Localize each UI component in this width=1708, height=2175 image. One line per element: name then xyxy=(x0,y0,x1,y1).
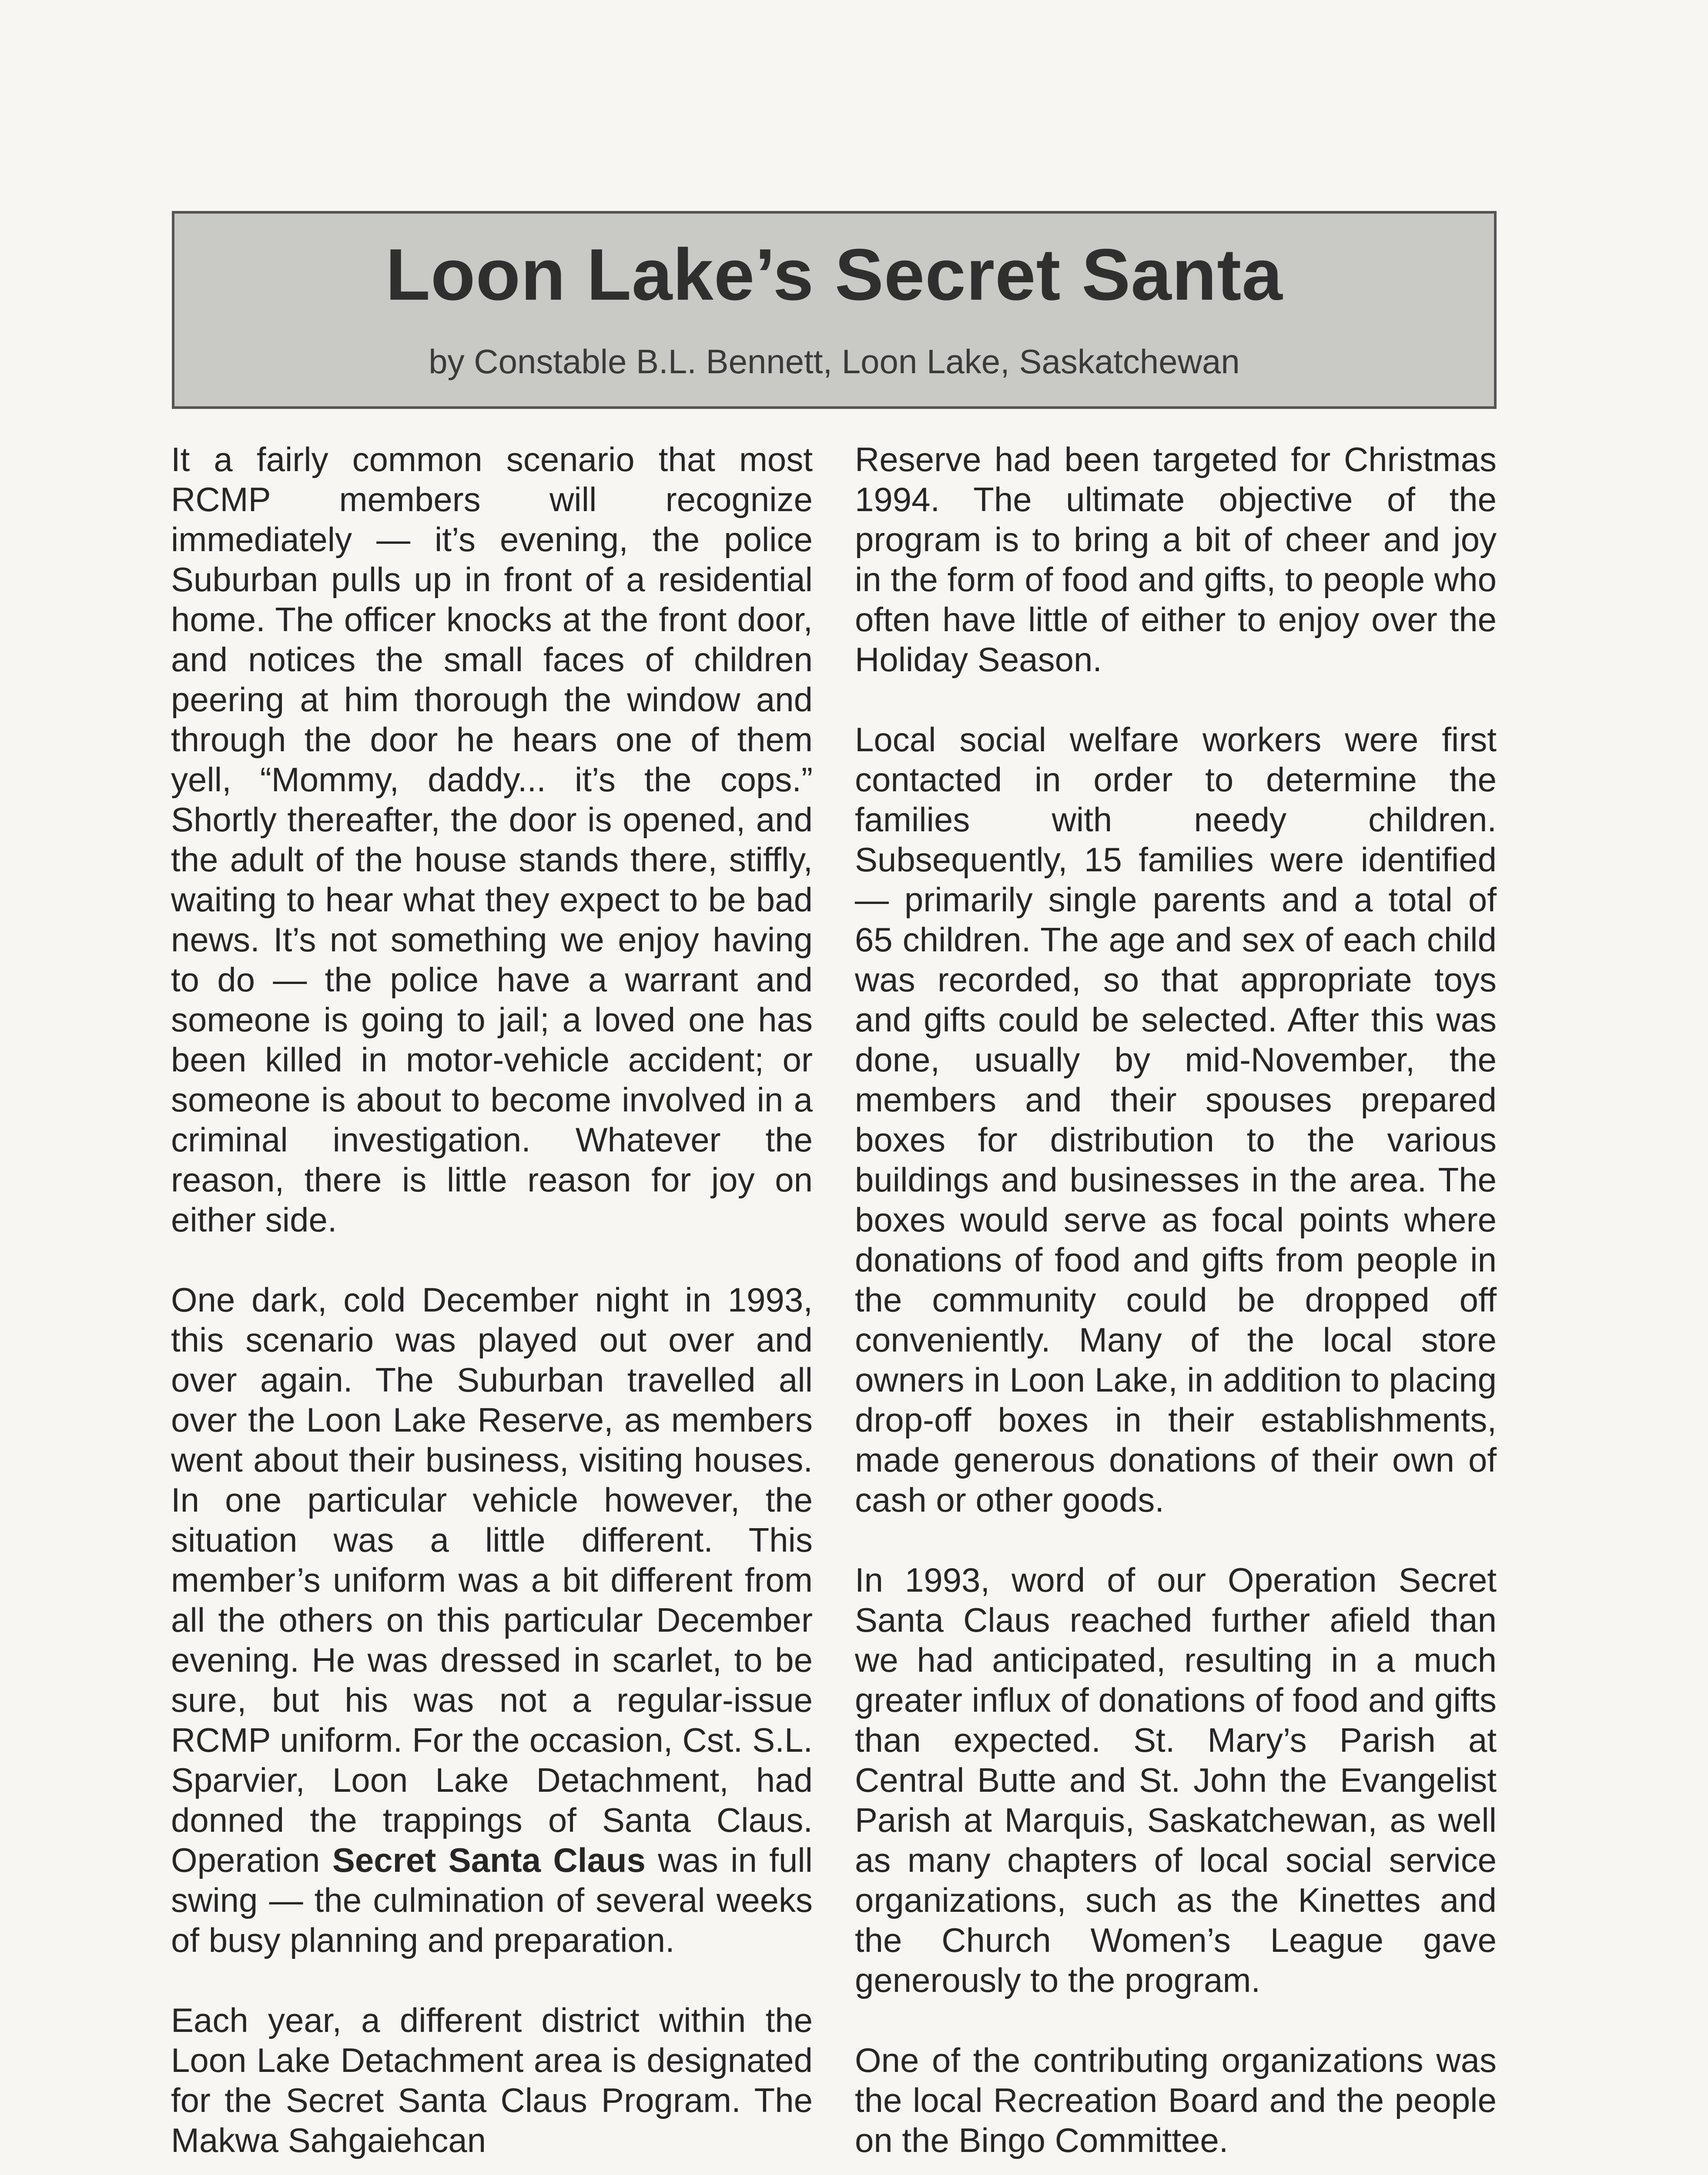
left-column xyxy=(171,439,813,2160)
right-paragraph-2: Local social welfare workers were first contacted in order to determine the families with needy children. Subsequently, 15 families were identified — primarily single parents and a total of 65 children. The age and sex of each child was recorded, so that appropriate toys and gifts could be selected. After this was done, usually by mid-November, the members and their spouses prepared boxes for distribution to the various buildings and businesses in the area. The boxes would serve as focal points where donations of food and gifts from people in the community could be dropped off conveniently. Many of the local store owners in Loon Lake, in addition to placing drop-off boxes in their establishments, made generous donations of their own of cash or other goods. xyxy=(855,720,1497,1519)
left-paragraph-3: Each year, a different district within the Loon Lake Detachment area is designated for the Secret Santa Claus Program. The Makwa Sahgaiehcan xyxy=(171,2001,813,2159)
right-paragraph-1: Reserve had been targeted for Christmas 1994. The ultimate objective of the program is to bring a bit of cheer and joy in the form of food and gifts, to people who often have little of either to enjoy over the Holiday Season. xyxy=(855,440,1497,679)
right-paragraph-4: One of the contributing organizations was the local Recreation Board and the people on the Bingo Committee. xyxy=(855,2041,1497,2159)
right-column xyxy=(855,439,1497,2160)
article-title: Loon Lake’s Secret Santa xyxy=(385,234,1283,315)
right-paragraph-3: In 1993, word of our Operation Secret Santa Claus reached further afield than we had anticipated, resulting in a much greater influx of donations of food and gifts than expected. St. Mary’s Parish at Central Butte and St. John the Evangelist Parish at Marquis, Saskatchewan, as well as many chapters of local social service organizations, such as the Kinettes and the Church Women’s League gave generously to the program. xyxy=(855,1561,1497,1999)
article-title-banner xyxy=(172,211,1497,409)
left-paragraph-2-text: One dark, cold December night in 1993, this scenario was played out over and over again. The Suburban travelled all over the Loon Lake Reserve, as members went about their business, visiting houses. In one particular vehicle however, the situation was a little different. This member’s uniform was a bit different from all the others on this particular December evening. He was dressed in scarlet, to be sure, but his was not a regular-issue RCMP uniform. For the occasion, Cst. S.L. Sparvier, Loon Lake Detachment, had donned the trappings of Santa Claus. Operation xyxy=(171,1281,813,1879)
left-paragraph-2-tail: was in full swing — the culmination of several weeks of busy planning and preparation. xyxy=(171,1841,813,1959)
article-byline: by Constable B.L. Bennett, Loon Lake, Saskatchewan xyxy=(429,342,1240,381)
left-paragraph-1: It a fairly common scenario that most RCMP members will recognize immediately — it’s evening, the police Suburban pulls up in front of a residential home. The officer knocks at the front door, and notices the small faces of children peering at him thorough the window and through the door he hears one of them yell, “Mommy, daddy... it’s the cops.” Shortly thereafter, the door is opened, and the adult of the house stands there, stiffly, waiting to hear what they expect to be bad news. It’s not something we enjoy having to do — the police have a warrant and someone is going to jail; a loved one has been killed in motor-vehicle accident; or someone is about to become involved in a criminal investigation. Whatever the reason, there is little reason for joy on either side. xyxy=(171,440,813,1239)
left-paragraph-2 xyxy=(171,1280,813,1960)
operation-name-bold: Secret Santa Claus xyxy=(332,1841,646,1879)
